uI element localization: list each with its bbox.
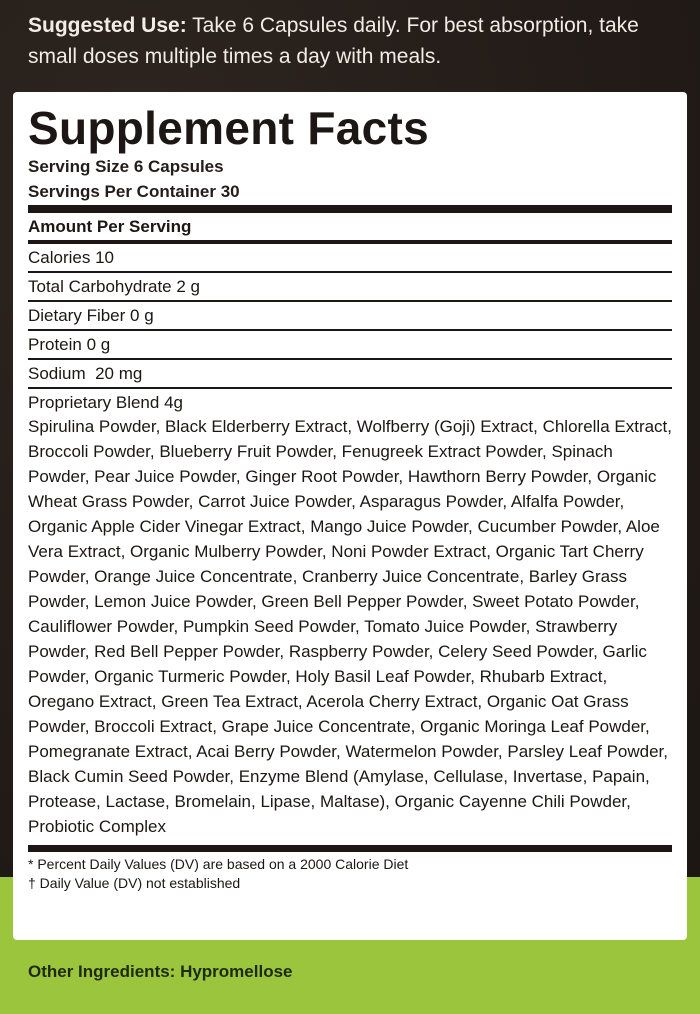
- suggested-use-text: Take 6 Capsules daily. For best absorption, take small doses multiple times a day with meals.: [28, 14, 639, 68]
- supplement-facts-panel: [13, 92, 687, 940]
- divider-thick: [28, 205, 672, 213]
- suggested-use-label: Suggested Use:: [28, 14, 187, 37]
- blend-ingredients: Spirulina Powder, Black Elderberry Extract, Wolfberry (Goji) Extract, Chlorella Extract, Broccoli Powder, Blueberry Fruit Powder, Fenugreek Extract Powder, Spinach Powder, Pear Juice Powder, Ginger Root Powder, Hawthorn Berry Powder, Organic Wheat Grass Powder, Carrot Juice Powder, Asparagus Powder, Alfalfa Powder, Organic Apple Cider Vinegar Extract, Mango Juice Powder, Cucumber Powder, Aloe Vera Extract, Organic Mulberry Powder, Noni Powder Extract, Organic Tart Cherry Powder, Orange Juice Concentrate, Cranberry Juice Concentrate, Barley Grass Powder, Lemon Juice Powder, Green Bell Pepper Powder, Sweet Potato Powder, Cauliflower Powder, Pumpkin Seed Powder, Tomato Juice Powder, Strawberry Powder, Red Bell Pepper Powder, Raspberry Powder, Celery Seed Powder, Garlic Powder, Organic Turmeric Powder, Holy Basil Leaf Powder, Rhubarb Extract, Oregano Extract, Green Tea Extract, Acerola Cherry Extract, Organic Oat Grass Powder, Broccoli Extract, Grape Juice Concentrate, Organic Moringa Leaf Powder, Pomegranate Extract, Acai Berry Powder, Watermelon Powder, Parsley Leaf Powder, Black Cumin Seed Powder, Enzyme Blend (Amylase, Cellulase, Invertase, Papain, Protease, Lactase, Bromelain, Lipase, Maltase), Organic Cayenne Chili Powder, Probiotic Complex: [28, 417, 673, 836]
- divider-thick: [28, 845, 672, 852]
- proprietary-blend-title: Proprietary Blend 4g: [28, 393, 183, 412]
- divider-thin: [28, 387, 672, 389]
- other-ingredients: Other Ingredients: Hypromellose: [28, 962, 293, 981]
- footnote-dagger: † Daily Value (DV) not established: [28, 875, 241, 891]
- facts-title: Supplement Facts: [28, 102, 429, 154]
- footnote-dv: * Percent Daily Values (DV) are based on a 2000 Calorie Diet: [28, 856, 409, 872]
- nutrient-row-carbohydrate: Total Carbohydrate 2 g: [28, 277, 200, 296]
- amount-per-serving-header: Amount Per Serving: [28, 217, 192, 236]
- serving-size: Serving Size 6 Capsules: [28, 157, 224, 176]
- nutrient-row-fiber: Dietary Fiber 0 g: [28, 306, 154, 325]
- nutrient-row-calories: Calories 10: [28, 248, 114, 267]
- servings-per-container: Servings Per Container 30: [28, 182, 240, 201]
- suggested-use: [28, 10, 678, 72]
- nutrient-row-protein: Protein 0 g: [28, 335, 111, 354]
- nutrient-row-sodium: Sodium 20 mg: [28, 364, 143, 383]
